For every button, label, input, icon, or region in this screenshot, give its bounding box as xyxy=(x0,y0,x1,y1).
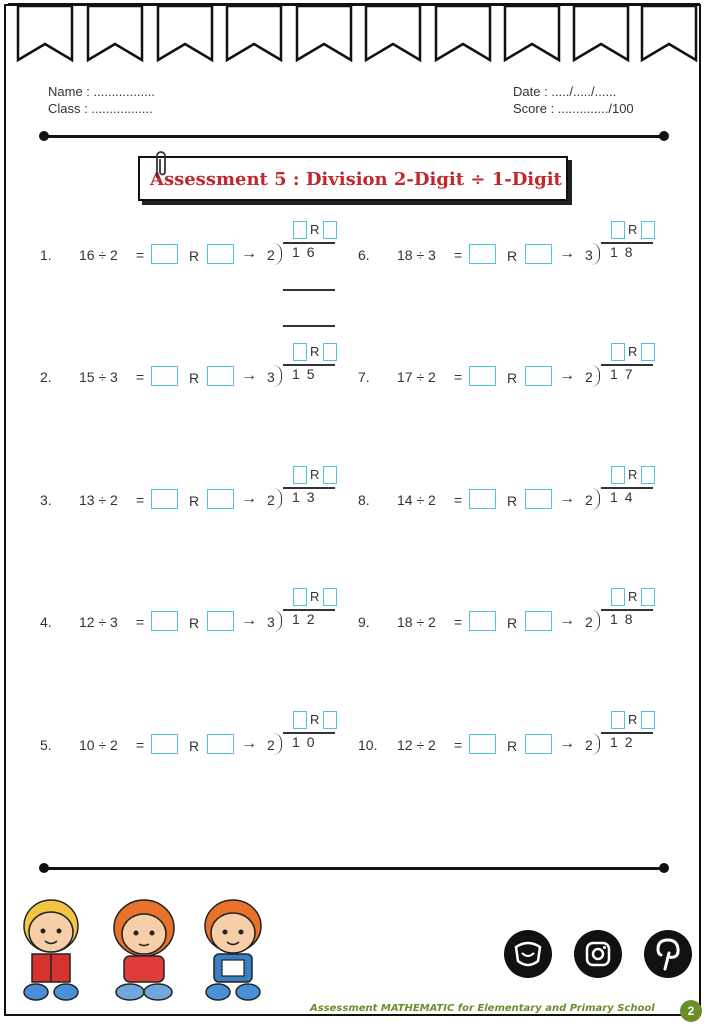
remainder-digit-box[interactable] xyxy=(323,466,337,484)
problem-item xyxy=(358,712,668,759)
equals-sign: = xyxy=(136,614,145,630)
long-division-bracket xyxy=(273,733,282,755)
quotient-digit-box[interactable] xyxy=(611,343,625,361)
remainder-digit-box[interactable] xyxy=(641,466,655,484)
problem-number: 8. xyxy=(358,492,370,508)
problem-expression: 17 ÷ 2 xyxy=(397,369,436,385)
equals-sign: = xyxy=(136,369,145,385)
divisor: 2 xyxy=(267,737,275,753)
problem-item xyxy=(40,222,350,269)
quotient-answer-box[interactable] xyxy=(151,244,178,264)
problem-item xyxy=(40,467,350,514)
remainder-answer-box[interactable] xyxy=(207,244,234,264)
divisor: 2 xyxy=(267,492,275,508)
teacherspayteachers-icon[interactable] xyxy=(504,930,552,978)
dividend: 15 xyxy=(292,366,322,382)
dividend: 16 xyxy=(292,244,322,260)
title-banner xyxy=(138,156,568,201)
quotient-digit-box[interactable] xyxy=(293,711,307,729)
remainder-label: R xyxy=(507,615,518,631)
class-field[interactable]: Class : ................. xyxy=(48,101,153,116)
long-division-bracket xyxy=(273,243,282,265)
arrow-icon: → xyxy=(241,245,257,262)
remainder-label: R xyxy=(189,493,200,509)
long-division-bracket xyxy=(591,365,600,387)
date-field[interactable]: Date : ...../...../...... xyxy=(513,84,617,99)
quotient-answer-box[interactable] xyxy=(469,734,496,754)
quotient-answer-box[interactable] xyxy=(151,366,178,386)
quotient-answer-box[interactable] xyxy=(151,489,178,509)
problem-number: 6. xyxy=(358,247,370,263)
problem-expression: 15 ÷ 3 xyxy=(79,369,118,385)
remainder-label: R xyxy=(507,493,518,509)
problem-number: 2. xyxy=(40,369,52,385)
work-line xyxy=(283,289,335,291)
divisor: 3 xyxy=(585,247,593,263)
problem-expression: 12 ÷ 2 xyxy=(397,737,436,753)
paperclip-icon xyxy=(152,150,170,180)
divisor: 2 xyxy=(267,247,275,263)
problem-item xyxy=(358,467,668,514)
remainder-marker: R xyxy=(310,467,320,482)
arrow-icon: → xyxy=(559,612,575,629)
girl-thinking-illustration xyxy=(104,896,184,1004)
score-field[interactable]: Score : ............../100 xyxy=(513,101,634,116)
problem-item xyxy=(358,222,668,269)
kid-reading-illustration xyxy=(14,896,88,1004)
quotient-digit-box[interactable] xyxy=(293,466,307,484)
remainder-marker: R xyxy=(628,344,638,359)
remainder-label: R xyxy=(507,738,518,754)
remainder-answer-box[interactable] xyxy=(525,366,552,386)
remainder-marker: R xyxy=(310,589,320,604)
problem-number: 9. xyxy=(358,614,370,630)
remainder-answer-box[interactable] xyxy=(525,244,552,264)
quotient-answer-box[interactable] xyxy=(469,611,496,631)
equals-sign: = xyxy=(454,614,463,630)
dividend: 10 xyxy=(292,734,322,750)
dividend: 12 xyxy=(610,734,640,750)
problem-expression: 18 ÷ 2 xyxy=(397,614,436,630)
problem-expression: 14 ÷ 2 xyxy=(397,492,436,508)
quotient-answer-box[interactable] xyxy=(151,611,178,631)
problem-number: 3. xyxy=(40,492,52,508)
dividend: 13 xyxy=(292,489,322,505)
remainder-digit-box[interactable] xyxy=(641,711,655,729)
remainder-marker: R xyxy=(310,344,320,359)
divider-dot-right xyxy=(659,863,669,873)
remainder-digit-box[interactable] xyxy=(641,343,655,361)
quotient-digit-box[interactable] xyxy=(611,466,625,484)
problem-number: 7. xyxy=(358,369,370,385)
quotient-answer-box[interactable] xyxy=(469,244,496,264)
remainder-label: R xyxy=(507,248,518,264)
quotient-digit-box[interactable] xyxy=(611,588,625,606)
quotient-digit-box[interactable] xyxy=(293,588,307,606)
divisor: 3 xyxy=(267,614,275,630)
remainder-marker: R xyxy=(310,222,320,237)
instagram-icon[interactable] xyxy=(574,930,622,978)
remainder-answer-box[interactable] xyxy=(525,611,552,631)
equals-sign: = xyxy=(136,737,145,753)
dividend: 14 xyxy=(610,489,640,505)
divisor: 2 xyxy=(585,369,593,385)
footer-text: Assessment MATHEMATIC for Elementary and Primary School xyxy=(310,1003,655,1014)
arrow-icon: → xyxy=(559,245,575,262)
divisor: 2 xyxy=(585,614,593,630)
quotient-answer-box[interactable] xyxy=(151,734,178,754)
equals-sign: = xyxy=(454,492,463,508)
remainder-digit-box[interactable] xyxy=(641,588,655,606)
divisor: 3 xyxy=(267,369,275,385)
equals-sign: = xyxy=(454,247,463,263)
page-number: 2 xyxy=(680,1000,702,1022)
arrow-icon: → xyxy=(241,735,257,752)
pinterest-icon[interactable] xyxy=(644,930,692,978)
remainder-digit-box[interactable] xyxy=(323,588,337,606)
quotient-digit-box[interactable] xyxy=(293,343,307,361)
divider-dot-right xyxy=(659,131,669,141)
remainder-marker: R xyxy=(628,222,638,237)
long-division-bracket xyxy=(273,365,282,387)
remainder-digit-box[interactable] xyxy=(323,711,337,729)
remainder-answer-box[interactable] xyxy=(525,489,552,509)
problem-item xyxy=(40,344,350,391)
remainder-answer-box[interactable] xyxy=(207,734,234,754)
quotient-digit-box[interactable] xyxy=(611,221,625,239)
problem-number: 10. xyxy=(358,737,378,753)
header-divider xyxy=(44,135,664,138)
quotient-digit-box[interactable] xyxy=(293,221,307,239)
long-division-bracket xyxy=(591,610,600,632)
remainder-marker: R xyxy=(310,712,320,727)
divider-dot-left xyxy=(39,131,49,141)
problem-item xyxy=(40,712,350,759)
problem-expression: 12 ÷ 3 xyxy=(79,614,118,630)
remainder-answer-box[interactable] xyxy=(207,611,234,631)
long-division-bracket xyxy=(273,610,282,632)
remainder-answer-box[interactable] xyxy=(207,489,234,509)
problem-expression: 16 ÷ 2 xyxy=(79,247,118,263)
long-division-bracket xyxy=(591,733,600,755)
problem-expression: 18 ÷ 3 xyxy=(397,247,436,263)
remainder-label: R xyxy=(189,615,200,631)
remainder-digit-box[interactable] xyxy=(641,221,655,239)
problem-expression: 10 ÷ 2 xyxy=(79,737,118,753)
remainder-digit-box[interactable] xyxy=(323,343,337,361)
arrow-icon: → xyxy=(559,735,575,752)
long-division-bracket xyxy=(273,488,282,510)
remainder-answer-box[interactable] xyxy=(525,734,552,754)
work-line xyxy=(283,325,335,327)
dividend: 18 xyxy=(610,611,640,627)
remainder-label: R xyxy=(189,370,200,386)
remainder-marker: R xyxy=(628,712,638,727)
problem-item xyxy=(40,589,350,636)
divisor: 2 xyxy=(585,492,593,508)
equals-sign: = xyxy=(454,369,463,385)
problem-number: 1. xyxy=(40,247,52,263)
arrow-icon: → xyxy=(241,367,257,384)
remainder-marker: R xyxy=(628,467,638,482)
quotient-answer-box[interactable] xyxy=(469,366,496,386)
problem-expression: 13 ÷ 2 xyxy=(79,492,118,508)
arrow-icon: → xyxy=(241,612,257,629)
remainder-marker: R xyxy=(628,589,638,604)
remainder-label: R xyxy=(189,248,200,264)
long-division-bracket xyxy=(591,243,600,265)
name-field[interactable]: Name : ................. xyxy=(48,84,155,99)
remainder-label: R xyxy=(189,738,200,754)
problem-item xyxy=(358,344,668,391)
arrow-icon: → xyxy=(559,367,575,384)
page-title: Assessment 5 : Division 2-Digit ÷ 1-Digit xyxy=(150,169,562,190)
arrow-icon: → xyxy=(559,490,575,507)
quotient-answer-box[interactable] xyxy=(469,489,496,509)
footer-divider xyxy=(44,867,664,870)
remainder-digit-box[interactable] xyxy=(323,221,337,239)
problem-number: 5. xyxy=(40,737,52,753)
problem-item xyxy=(358,589,668,636)
equals-sign: = xyxy=(454,737,463,753)
arrow-icon: → xyxy=(241,490,257,507)
kid-writing-illustration xyxy=(196,896,270,1004)
dividend: 17 xyxy=(610,366,640,382)
divisor: 2 xyxy=(585,737,593,753)
bunting-decoration xyxy=(8,0,700,70)
problem-number: 4. xyxy=(40,614,52,630)
dividend: 18 xyxy=(610,244,640,260)
long-division-bracket xyxy=(591,488,600,510)
remainder-label: R xyxy=(507,370,518,386)
quotient-digit-box[interactable] xyxy=(611,711,625,729)
equals-sign: = xyxy=(136,247,145,263)
divider-dot-left xyxy=(39,863,49,873)
equals-sign: = xyxy=(136,492,145,508)
remainder-answer-box[interactable] xyxy=(207,366,234,386)
dividend: 12 xyxy=(292,611,322,627)
